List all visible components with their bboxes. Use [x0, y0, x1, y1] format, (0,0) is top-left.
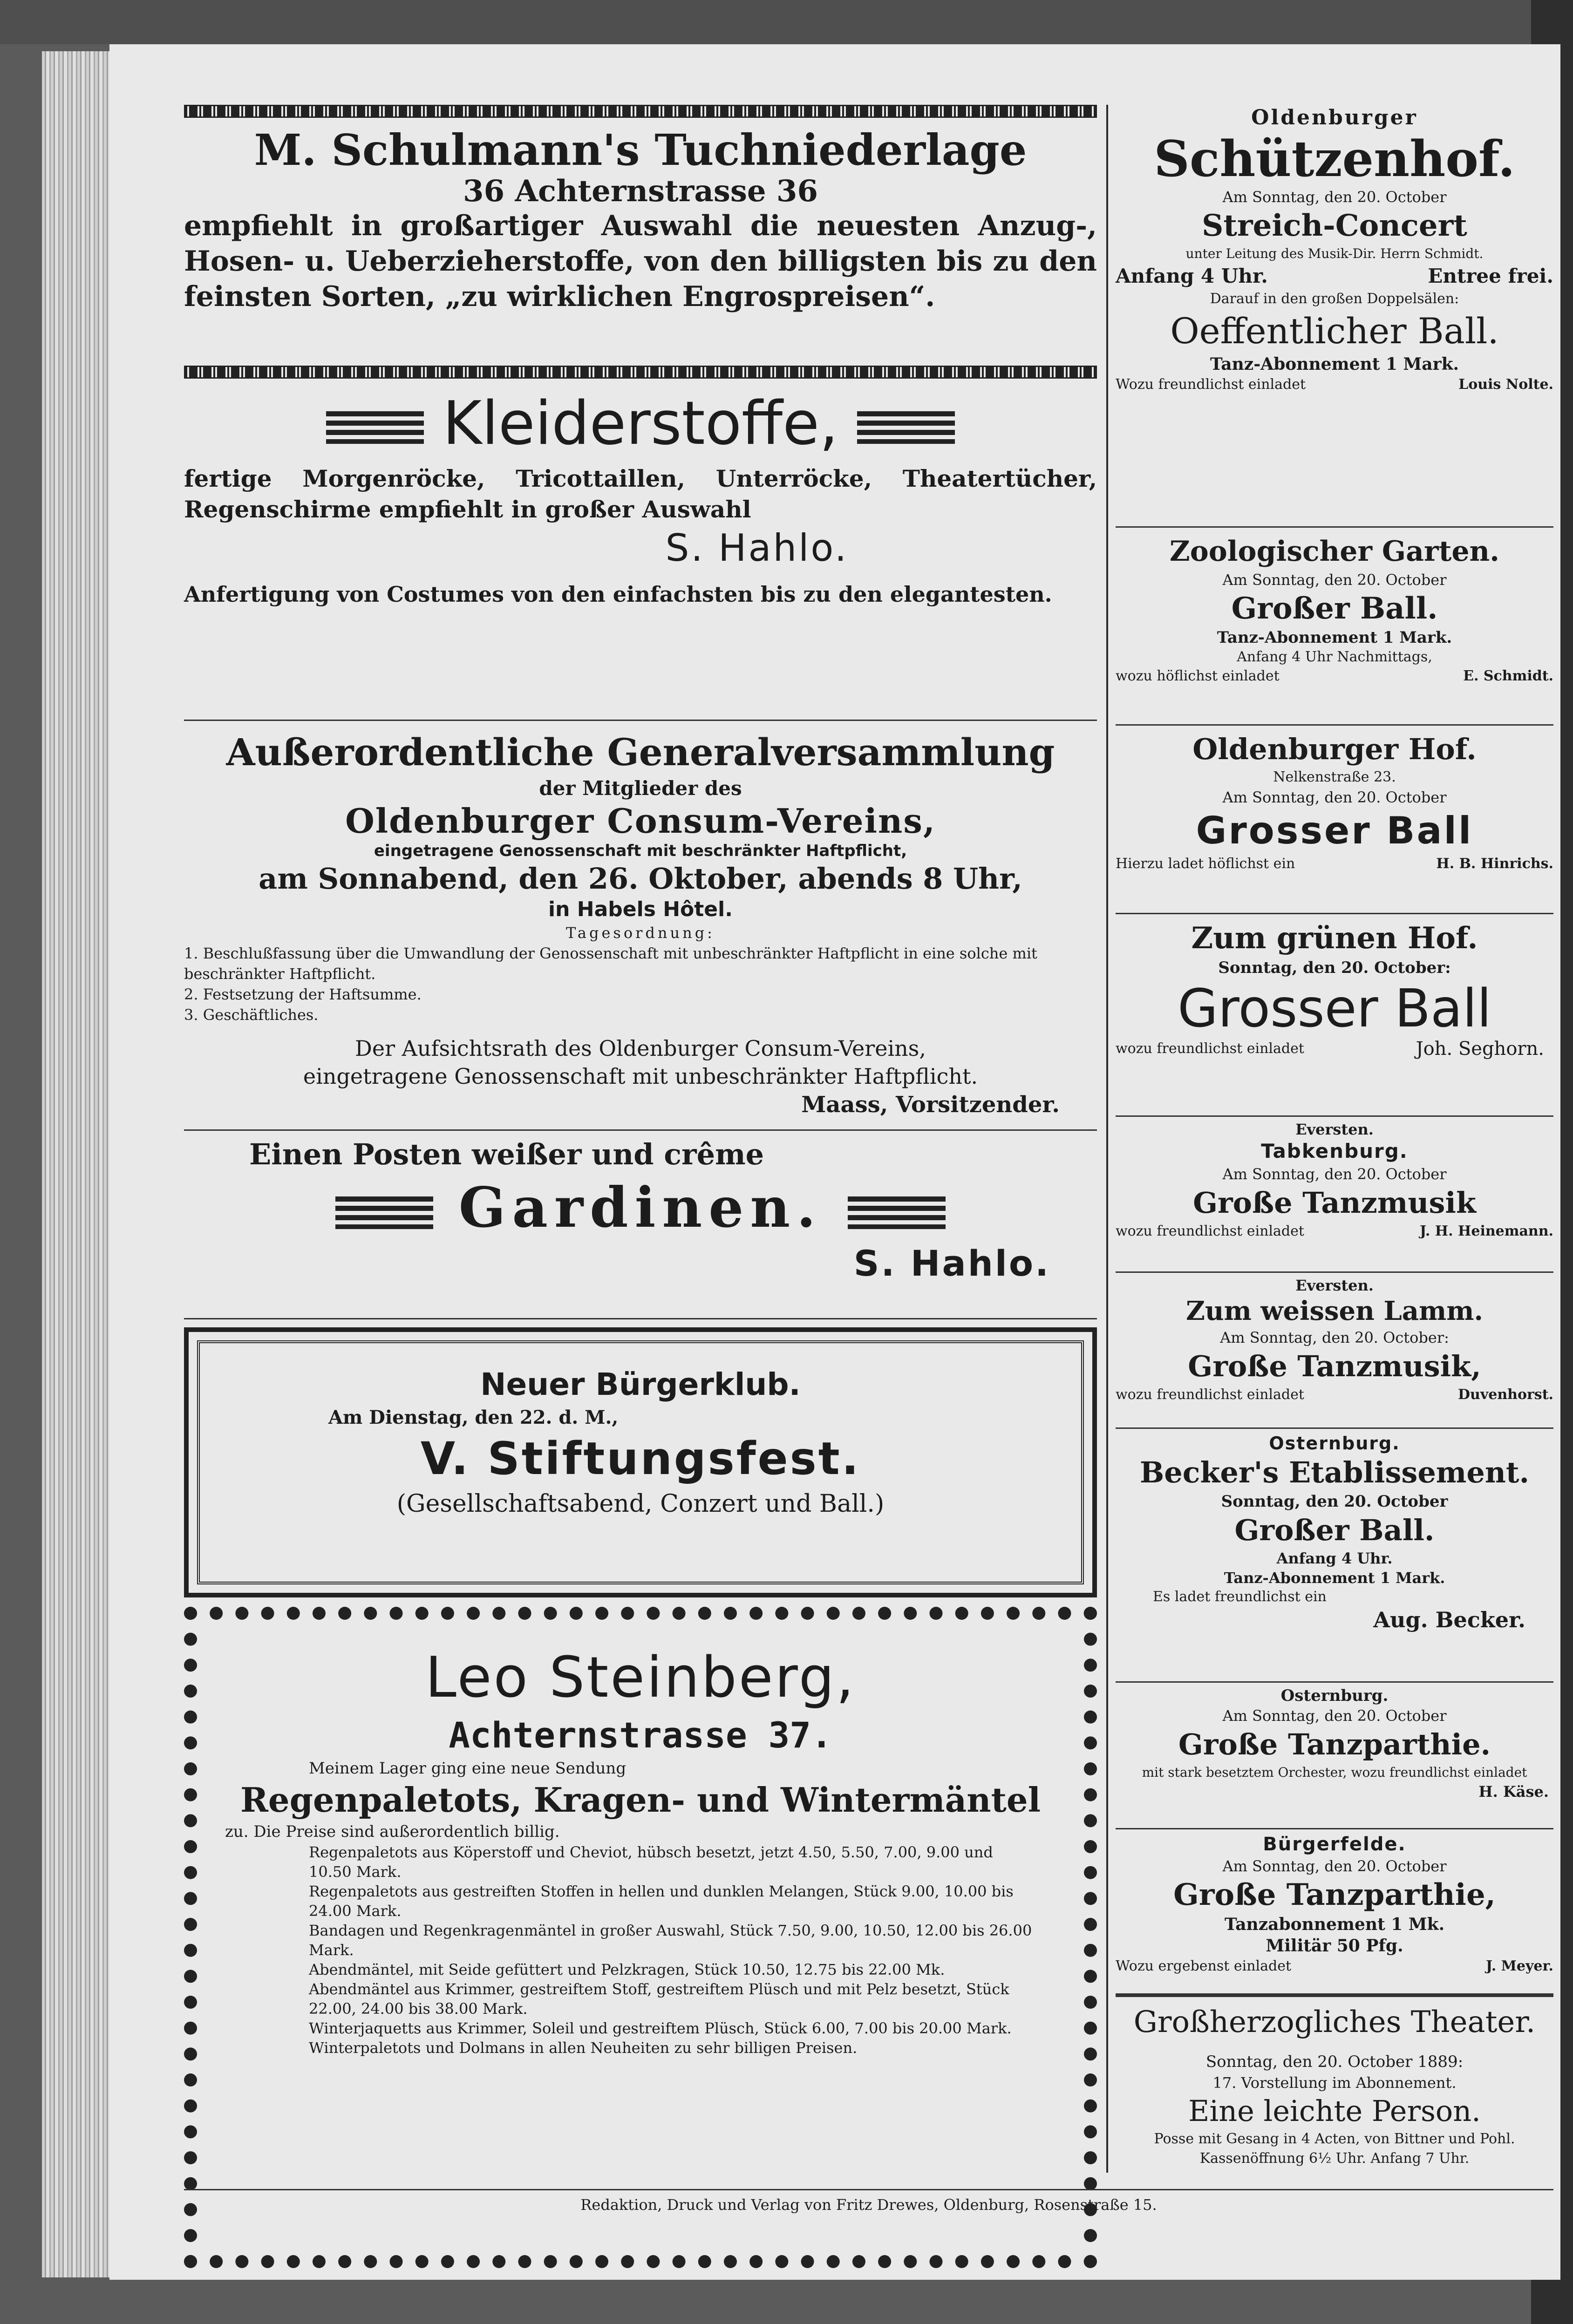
ad-host: J. H. Heinemann. [1420, 1223, 1553, 1239]
ad-title: Großherzogliches Theater. [1133, 2005, 1536, 2039]
ad-title: Zum grünen Hof. [1191, 921, 1478, 956]
divider [1116, 1271, 1553, 1273]
newspaper-page [109, 44, 1560, 2280]
ad-date: Am Sonntag, den 20. October [1222, 1857, 1447, 1875]
ad-text: empfiehlt in großartiger Auswahl die neuesten Anzug-, Hosen- u. Ueberzieherstoffe, von den billigsten bis zu den feinsten Sorten, „zu wirklichen Engrospreisen“. [184, 210, 1097, 313]
ad-date: Am Sonntag, den 20. October [1222, 1707, 1447, 1725]
ad-line: Darauf in den großen Doppelsälen: [1210, 291, 1459, 307]
signature-line: eingetragene Genossenschaft mit unbeschränkter Haftpflicht. [303, 1064, 978, 1089]
divider [1116, 1115, 1553, 1117]
ad-event: Großer Ball. [1234, 1513, 1435, 1547]
ad-schuetzenhof [1116, 105, 1553, 394]
ad-invite: Hierzu ladet höflichst ein [1116, 856, 1295, 872]
ad-place: Bürgerfelde. [1263, 1834, 1406, 1855]
ad-host: Louis Nolte. [1458, 376, 1553, 393]
ad-zoologischer-garten [1116, 533, 1553, 686]
divider-thick [1116, 1993, 1553, 1997]
ad-abo: Tanz-Abonnement 1 Mark. [1224, 1569, 1445, 1587]
column-rule [1106, 105, 1108, 2173]
ad-event: V. Stiftungsfest. [420, 1433, 861, 1485]
ad-name: Oldenburger Consum-Vereins, [345, 801, 936, 841]
ad-theater [1116, 2003, 1553, 2168]
ad-entry: Entree frei. [1428, 265, 1553, 287]
ad-pre: Oldenburger [1251, 106, 1418, 129]
ad-invite: Wozu ergebenst einladet [1116, 1958, 1292, 1974]
ad-invite: wozu freundlichst einladet [1116, 1386, 1304, 1403]
ad-event: Große Tanzmusik [1193, 1186, 1476, 1220]
ad-abo: Tanz-Abonnement 1 Mark. [1210, 354, 1459, 374]
ad-buergerklub-frame [184, 1327, 1097, 1597]
ad-date: Am Sonntag, den 20. October [1222, 571, 1447, 589]
ad-event: Großer Ball. [1231, 591, 1438, 626]
ad-place: Eversten. [1295, 1277, 1374, 1294]
divider [184, 1129, 1097, 1131]
ornament-border-top [184, 105, 1097, 118]
ad-tabkenburg [1116, 1120, 1553, 1241]
ad-firm: S. Hahlo. [853, 1243, 1050, 1284]
ad-times: Kassenöffnung 6½ Uhr. Anfang 7 Uhr. [1199, 2150, 1470, 2167]
ad-event: Grosser Ball [1178, 979, 1491, 1039]
price-item: Abendmäntel aus Krimmer, gestreiftem Stoff, gestreiftem Plüsch und mit Pelz besetzt, Stück 22.00, 24.00 bis 38.00 Mark. [309, 1980, 1009, 2018]
ad-military: Militär 50 Pfg. [1266, 1936, 1403, 1956]
agenda-item: 1. Beschlußfassung über die Umwandlung der Genossenschaft mit unbeschränkter Haftpflicht in eine solche mit beschränkter Haftpflicht. [184, 945, 1037, 983]
ad-invite: mit stark besetztem Orchester, wozu freundlichst einladet [1142, 1765, 1527, 1780]
ad-line: unter Leitung des Musik-Dir. Herrn Schmidt. [1185, 246, 1484, 261]
ad-host: Duvenhorst. [1458, 1386, 1553, 1403]
ad-start: Anfang 4 Uhr Nachmittags, [1237, 649, 1432, 665]
price-item: Winterjaquetts aus Krimmer, Soleil und gestreiftem Plüsch, Stück 6.00, 7.00 bis 20.00 Mark. [309, 2019, 1012, 2037]
price-item: Winterpaletots und Dolmans in allen Neuheiten zu sehr billigen Preisen. [309, 2039, 858, 2057]
ad-title: Zoologischer Garten. [1169, 535, 1500, 568]
divider [1116, 1828, 1553, 1829]
ad-event: Große Tanzmusik, [1188, 1349, 1481, 1383]
ad-description: Posse mit Gesang in 4 Acten, von Bittner und Pohl. [1154, 2131, 1515, 2147]
ad-invite: wozu freundlichst einladet [1116, 1040, 1304, 1057]
page-edges [42, 51, 116, 2277]
ad-invite: Es ladet freundlichst ein [1153, 1589, 1327, 1605]
ad-weisses-lamm [1116, 1276, 1553, 1405]
ad-oldenburger-hof [1116, 731, 1553, 874]
ad-firm: S. Hahlo. [665, 526, 849, 570]
ad-steinberg [197, 1620, 1084, 2058]
divider [1116, 724, 1553, 726]
ad-headline: Regenpaletots, Kragen- und Wintermäntel [240, 1780, 1041, 1820]
ad-place: Osternburg. [1280, 1686, 1389, 1705]
ad-subtitle: (Gesellschaftsabend, Conzert und Ball.) [396, 1490, 885, 1518]
ad-text: fertige Morgenröcke, Tricottaillen, Unterröcke, Theatertücher, Regenschirme empfiehlt in großer Auswahl [184, 465, 1097, 523]
ad-line: 17. Vorstellung im Abonnement. [1212, 2074, 1457, 2092]
right-column [1116, 105, 1553, 2182]
ad-host: H. B. Hinrichs. [1436, 856, 1553, 872]
ad-event: Große Tanzparthie, [1173, 1877, 1496, 1912]
footer-rule [184, 2189, 1553, 2190]
ad-invite: Wozu freundlichst einladet [1116, 376, 1306, 393]
ad-title: Leo Steinberg, [425, 1645, 856, 1710]
divider [1116, 1681, 1553, 1683]
ad-event: Oeffentlicher Ball. [1170, 310, 1499, 352]
agenda-item: 2. Festsetzung der Haftsumme. [184, 985, 422, 1003]
ad-steinberg-frame [184, 1607, 1097, 2268]
ad-title: Neuer Bürgerklub. [480, 1366, 801, 1402]
price-item: Regenpaletots aus gestreiften Stoffen in hellen und dunklen Melangen, Stück 9.00, 10.00 bis 24.00 Mark. [309, 1882, 1014, 1920]
ad-buergerfelde [1116, 1833, 1553, 1976]
ad-kleiderstoffe [184, 389, 1097, 608]
divider [1116, 526, 1553, 528]
ad-title: Kleiderstoffe, [443, 389, 838, 458]
ad-title: Schützenhof. [1154, 129, 1515, 188]
price-list [225, 1842, 1056, 2058]
ad-consum-verein [184, 729, 1097, 1119]
ad-line: eingetragene Genossenschaft mit beschränkter Haftpflicht, [374, 842, 907, 860]
ad-place: Eversten. [1295, 1121, 1374, 1138]
agenda-list [184, 943, 1097, 1025]
ad-host: E. Schmidt. [1463, 668, 1553, 684]
ad-buergerklub [189, 1332, 1092, 1521]
ad-place: in Habels Hôtel. [548, 897, 733, 921]
ad-kaese [1116, 1686, 1553, 1801]
decor-bars-left [326, 411, 424, 444]
imprint-footer: Redaktion, Druck und Verlag von Fritz Drewes, Oldenburg, Rosenstraße 15. [580, 2196, 1157, 2214]
agenda-item: 3. Geschäftliches. [184, 1006, 319, 1024]
agenda-title: Tagesordnung: [566, 924, 715, 942]
ad-date: Sonntag, den 20. October [1221, 1492, 1448, 1511]
ad-date: Am Sonntag, den 20. October [1222, 788, 1447, 806]
ad-title: Außerordentliche Generalversammlung [226, 730, 1055, 774]
ad-event: Grosser Ball [1196, 809, 1473, 852]
ad-address: Nelkenstraße 23. [1273, 769, 1396, 785]
ad-title: Oldenburger Hof. [1192, 732, 1477, 766]
left-column [184, 105, 1097, 2182]
ad-line: Einen Posten weißer und crême [249, 1137, 764, 1171]
ad-gruener-hof [1116, 920, 1553, 1059]
ad-title: Gardinen. [458, 1175, 823, 1240]
divider [1116, 913, 1553, 914]
signature-name: Maass, Vorsitzender. [801, 1092, 1060, 1118]
ad-abo: Tanz-Abonnement 1 Mark. [1217, 628, 1452, 647]
ad-text-2: Anfertigung von Costumes von den einfachsten bis zu den elegantesten. [184, 582, 1052, 607]
ad-intro: Meinem Lager ging eine neue Sendung [309, 1759, 626, 1778]
ad-date: Am Sonntag, den 20. October [1222, 1165, 1447, 1183]
ad-title: Becker's Etablissement. [1139, 1455, 1530, 1489]
decor-bars-left [335, 1196, 433, 1229]
price-item: Regenpaletots aus Köperstoff und Cheviot, hübsch besetzt, jetzt 4.50, 5.50, 7.00, 9.00 und 10.50 Mark. [309, 1843, 993, 1881]
ad-start: Anfang 4 Uhr. [1116, 265, 1268, 287]
divider [1116, 1427, 1553, 1429]
ad-event: Streich-Concert [1202, 208, 1467, 243]
ad-date: Sonntag, den 20. October 1889: [1205, 2052, 1464, 2071]
ad-place: Osternburg. [1269, 1433, 1400, 1454]
ad-intro: zu. Die Preise sind außerordentlich billig. [225, 1822, 560, 1841]
ad-date: Am Sonntag, den 20. October [1222, 188, 1447, 206]
divider [184, 1318, 1097, 1319]
ad-title: Zum weissen Lamm. [1185, 1296, 1483, 1326]
ad-date: am Sonnabend, den 26. Oktober, abends 8 Uhr, [259, 862, 1022, 896]
ad-line: der Mitglieder des [539, 777, 742, 800]
decor-bars-right [848, 1196, 946, 1229]
ad-invite: wozu höflichst einladet [1116, 668, 1280, 684]
ad-address: 36 Achternstrasse 36 [463, 174, 818, 209]
ad-host: J. Meyer. [1485, 1958, 1553, 1974]
price-item: Bandagen und Regenkragenmäntel in großer Auswahl, Stück 7.50, 9.00, 10.50, 12.00 bis 26.00 Mark. [309, 1922, 1032, 1959]
divider [184, 720, 1097, 721]
ad-becker-etablissement [1116, 1432, 1553, 1633]
ad-host: Joh. Seghorn. [1416, 1038, 1544, 1060]
price-item: Abendmäntel, mit Seide gefüttert und Pelzkragen, Stück 10.50, 12.75 bis 22.00 Mk. [309, 1961, 945, 1978]
ad-event: Große Tanzparthie. [1178, 1727, 1491, 1761]
signature-line: Der Aufsichtsrath des Oldenburger Consum-Vereins, [354, 1036, 926, 1061]
ad-abo: Tanzabonnement 1 Mk. [1224, 1915, 1445, 1934]
decor-bars-right [857, 411, 955, 444]
ornament-border-bottom [184, 366, 1097, 379]
ad-start: Anfang 4 Uhr. [1276, 1549, 1393, 1567]
ad-host: Aug. Becker. [1373, 1607, 1525, 1632]
ad-date: Am Sonntag, den 20. October: [1220, 1329, 1449, 1346]
ad-date: Am Dienstag, den 22. d. M., [328, 1407, 619, 1428]
ad-title: M. Schulmann's Tuchniederlage [254, 125, 1027, 175]
ad-play: Eine leichte Person. [1188, 2094, 1481, 2128]
ad-date: Sonntag, den 20. October: [1218, 958, 1451, 977]
ad-host: H. Käse. [1478, 1783, 1549, 1801]
ad-title: Tabkenburg. [1261, 1140, 1408, 1162]
ad-tuchniederlage [184, 126, 1097, 314]
scan-background [0, 0, 1573, 44]
ad-invite: wozu freundlichst einladet [1116, 1223, 1304, 1239]
ad-gardinen [184, 1134, 1097, 1287]
ad-address: Achternstrasse 37. [449, 1714, 832, 1756]
